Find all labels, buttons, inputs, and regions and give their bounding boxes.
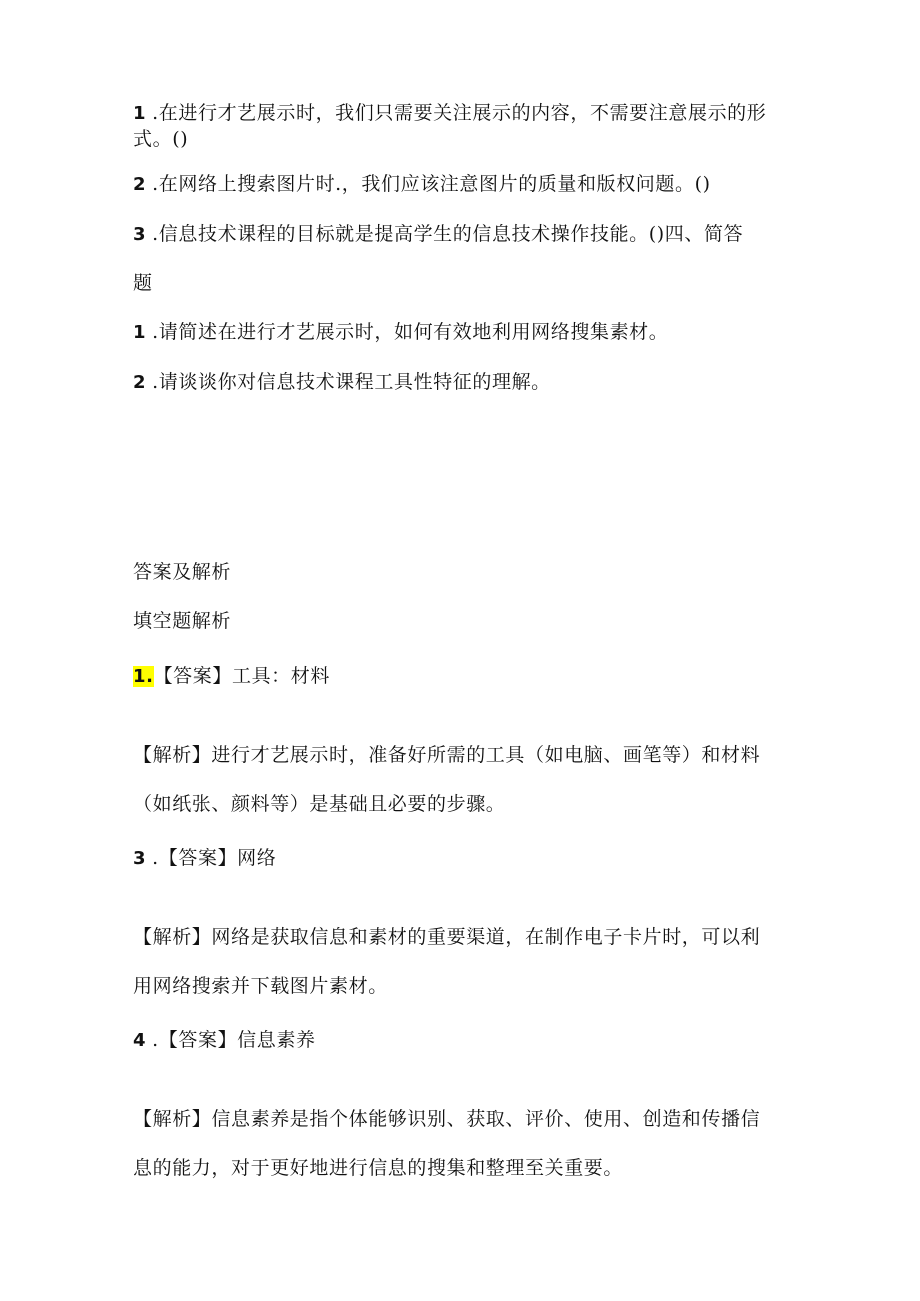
question-number: 1 xyxy=(133,322,147,343)
question-number: 1 xyxy=(133,103,147,124)
answer-text: .【答案】网络 xyxy=(152,847,277,869)
answers-subheading: 填空题解析 xyxy=(133,610,232,632)
answer-text: 【答案】工具：材料 xyxy=(153,665,330,687)
analysis-entry-4-line2: 息的能力，对于更好地进行信息的搜集和整理至关重要。 xyxy=(133,1157,624,1179)
question-text: .请简述在进行才艺展示时，如何有效地利用网络搜集素材。 xyxy=(152,321,669,343)
answer-number: 4 xyxy=(133,1030,147,1051)
question-number: 2 xyxy=(133,372,147,393)
answer-entry-3 xyxy=(133,846,276,871)
judgment-question-1-line2: 式。() xyxy=(133,128,189,150)
answer-text: .【答案】信息素养 xyxy=(152,1029,316,1051)
analysis-entry-1-line2: （如纸张、颜料等）是基础且必要的步骤。 xyxy=(133,793,506,815)
analysis-entry-1-line1: 【解析】进行才艺展示时，准备好所需的工具（如电脑、画笔等）和材料 xyxy=(133,744,761,766)
question-text: .信息技术课程的目标就是提高学生的信息技术操作技能。()四、简答 xyxy=(152,223,744,245)
question-text: .在网络上搜索图片时.，我们应该注意图片的质量和版权问题。() xyxy=(152,173,711,195)
judgment-question-2 xyxy=(133,172,711,197)
section-title-continuation: 题 xyxy=(133,272,153,294)
answers-heading: 答案及解析 xyxy=(133,561,232,583)
answer-entry-1 xyxy=(133,664,330,689)
question-number: 2 xyxy=(133,174,147,195)
analysis-entry-3-line2: 用网络搜索并下载图片素材。 xyxy=(133,975,388,997)
question-text: .请谈谈你对信息技术课程工具性特征的理解。 xyxy=(152,371,551,393)
question-number: 3 xyxy=(133,224,147,245)
analysis-entry-4-line1: 【解析】信息素养是指个体能够识别、获取、评价、使用、创造和传播信 xyxy=(133,1108,761,1130)
analysis-entry-3-line1: 【解析】网络是获取信息和素材的重要渠道，在制作电子卡片时，可以利 xyxy=(133,926,761,948)
answer-number: 1. xyxy=(133,666,154,687)
short-answer-question-1 xyxy=(133,320,668,345)
question-text: .在进行才艺展示时，我们只需要关注展示的内容，不需要注意展示的形 xyxy=(152,102,767,124)
answer-number: 3 xyxy=(133,848,147,869)
judgment-question-3 xyxy=(133,222,743,247)
short-answer-question-2 xyxy=(133,370,551,395)
judgment-question-1-line1 xyxy=(133,101,766,126)
answer-entry-4 xyxy=(133,1028,316,1053)
